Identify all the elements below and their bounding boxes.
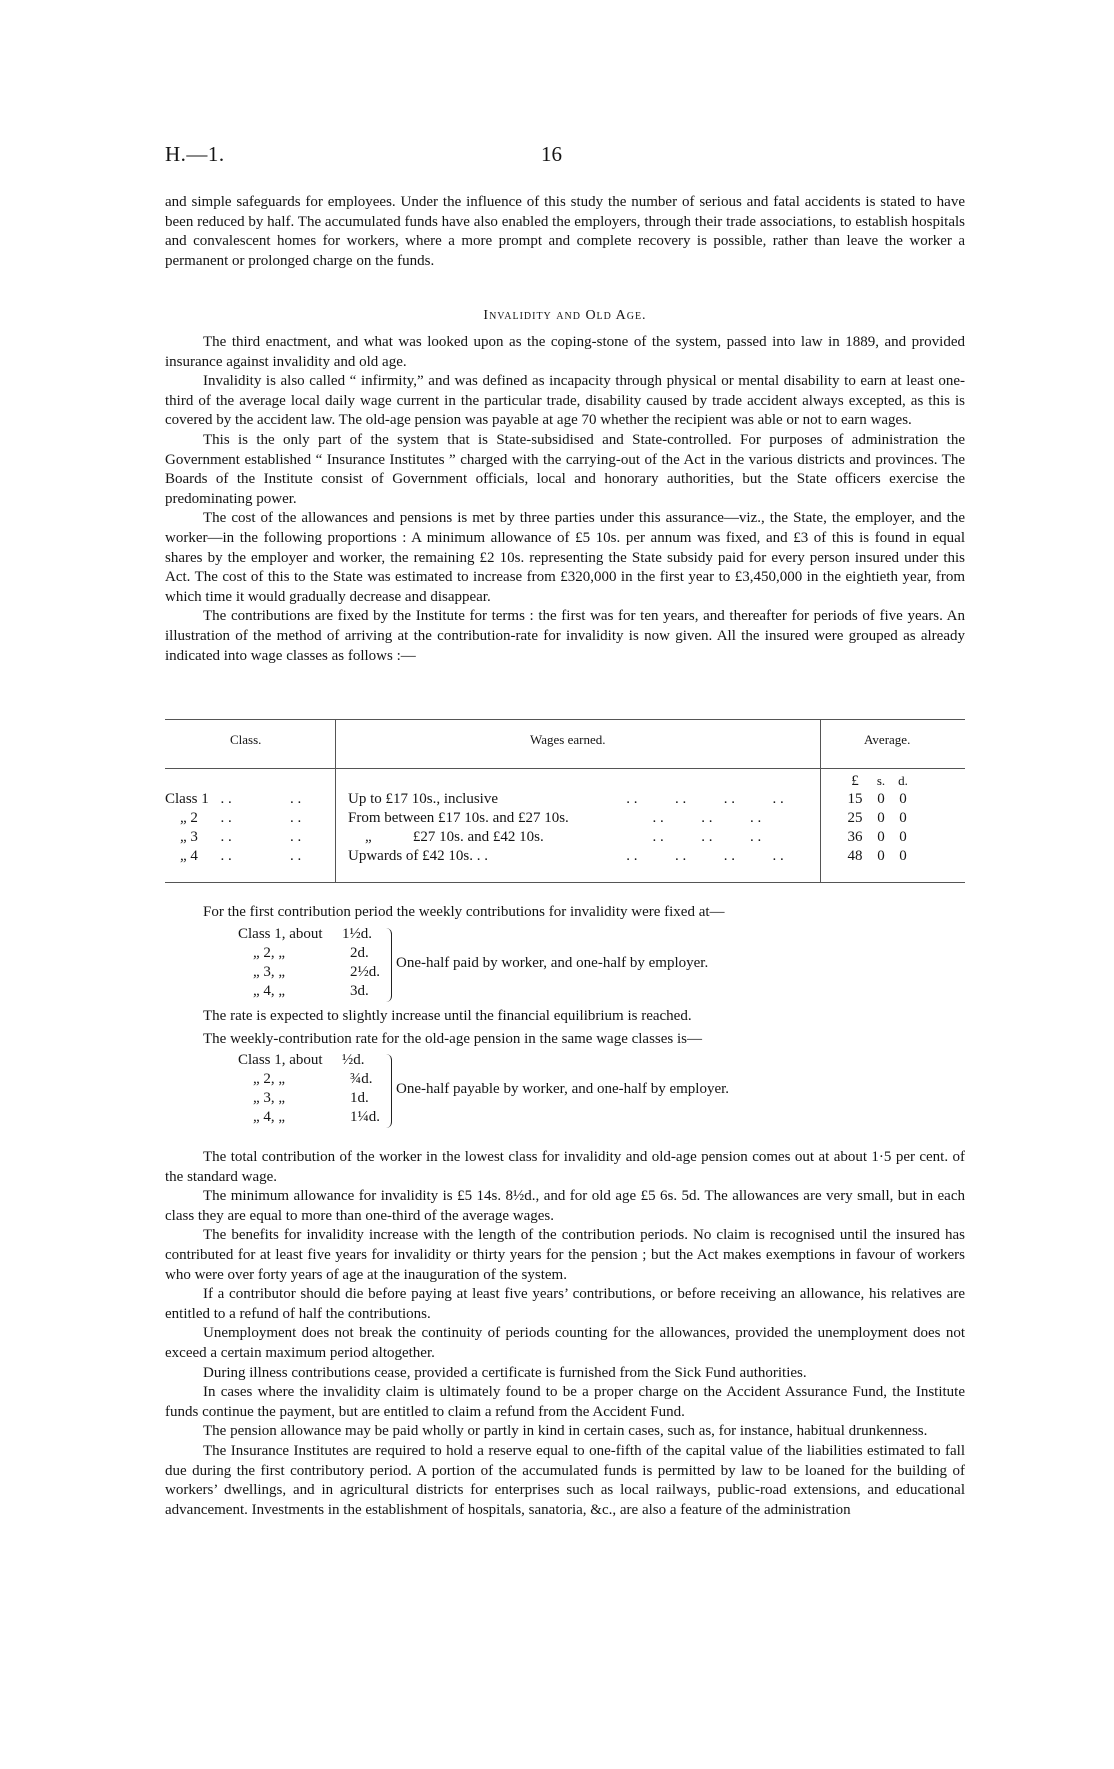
table-units-row xyxy=(165,773,965,792)
section-heading: Invalidity and Old Age. xyxy=(483,308,647,323)
paragraph: and simple safeguards for employees. Under the influence of this study the number of serious and fatal accidents is stated to have been reduced by half. The accumulated funds have also enabled the employers, through their trade associations, to establish hospitals and convalescent homes for workers, where a more prompt and complete recovery is possible, rather than leave the worker a permanent or prolonged charge on the funds. xyxy=(165,194,965,269)
table-header-class: Class. xyxy=(230,732,262,747)
leader-dots: . . xyxy=(213,829,232,845)
paragraph: This is the only part of the system that is State-subsidised and State-controlled. For purposes of administration the Government established “ Insurance Institutes ” charged with the carrying-out of the Act in the various districts and provinces. The Boards of the Institute consist of Government officials, local and honorary authorities, but the State officers exercise the predominating power. xyxy=(165,431,965,507)
row-average-shillings: 0 xyxy=(877,829,885,845)
paragraph: The minimum allowance for invalidity is £5 14s. 8½d., and for old age £5 6s. 5d. The allowances are very small, but in each class they are equal to more than one-third of the average wages. xyxy=(165,1188,965,1224)
invalidity-intro: For the first contribution period the weekly contributions for invalidity were fixed at— xyxy=(203,904,725,920)
leader-dots: . . xyxy=(213,848,232,864)
brace-bracket xyxy=(386,1054,392,1128)
rate-value: ½d. xyxy=(342,1052,365,1068)
paragraph: The third enactment, and what was looked upon as the coping-stone of the system, passed into law in 1889, and provided insurance against invalidity and old age. xyxy=(165,334,965,370)
invalidity-note: One-half paid by worker, and one-half by employer. xyxy=(396,955,709,971)
table-row xyxy=(165,848,965,867)
row-average-pounds: 48 xyxy=(847,848,863,864)
closing-body xyxy=(165,1148,965,1520)
leader-dots: . . xyxy=(290,791,302,807)
paragraph: The pension allowance may be paid wholly or partly in kind in certain cases, such as, for instance, habitual drunkenness. xyxy=(203,1423,928,1440)
rate-label: „ 4, „ xyxy=(253,1109,286,1125)
row-average-pence: 0 xyxy=(899,829,907,845)
rate-label: Class 1, about xyxy=(238,1052,323,1068)
leader-dots: . . . . . . . . xyxy=(585,791,784,807)
row-average-pounds: 36 xyxy=(847,829,863,845)
rate-label: „ 2, „ xyxy=(253,1071,286,1087)
rate-value: 2d. xyxy=(350,945,369,961)
row-class: „ 4 xyxy=(180,848,198,864)
leader-dots: . . xyxy=(290,829,302,845)
row-wages: Upwards of £42 10s. . . xyxy=(348,848,488,864)
document-reference: H.—1. xyxy=(165,142,225,166)
paragraph: The benefits for invalidity increase with the length of the contribution periods. No claim is recognised until the insured has contributed for at least five years for invalidity or thirty years for the pension ; but the Act makes exemptions in favour of workers who were over forty years of age at the inauguration of the system. xyxy=(165,1227,965,1283)
row-average-pence: 0 xyxy=(899,810,907,826)
old-age-intro: The weekly-contribution rate for the old-age pension in the same wage classes is— xyxy=(203,1031,703,1047)
row-average-pence: 0 xyxy=(899,848,907,864)
rate-value: 2½d. xyxy=(350,964,380,980)
paragraph: During illness contributions cease, provided a certificate is furnished from the Sick Fund authorities. xyxy=(203,1364,807,1381)
section-body xyxy=(165,333,965,666)
row-average-pence: 0 xyxy=(899,791,907,807)
paragraph: The Insurance Institutes are required to hold a reserve equal to one-fifth of the capital value of the liabilities estimated to fall due during the first contributory period. A portion of the accumulated funds is permitted by law to be loaned for the building of workers’ dwellings, and in agricultural districts for enterprises such as local railways, public-road extensions, and educational advancement. Investments in the establishment of hospitals, sanatoria, &c., are also a feature of the administration xyxy=(165,1442,965,1518)
row-average-shillings: 0 xyxy=(877,810,885,826)
row-wages: Up to £17 10s., inclusive xyxy=(348,791,498,807)
table-row xyxy=(165,810,965,829)
leader-dots: . . xyxy=(290,848,302,864)
row-class: Class 1 xyxy=(165,791,209,807)
rate-label: „ 4, „ xyxy=(253,983,286,999)
unit-shillings: s. xyxy=(876,773,886,788)
unit-pence: d. xyxy=(898,773,908,788)
leader-dots: . . . . . . . . xyxy=(585,848,784,864)
invalidity-after: The rate is expected to slightly increase until the financial equilibrium is reached. xyxy=(203,1008,692,1024)
row-class: „ 3 xyxy=(180,829,198,845)
leader-dots: . . . . . . xyxy=(585,829,762,845)
paragraph: The cost of the allowances and pensions is met by three parties under this assurance—viz., the State, the employer, and the worker—in the following proportions : A minimum allowance of £5 10s. per annum was fixed, and £3 of this is found in equal shares by the employer and worker, the remaining £2 10s. representing the State subsidy paid for every person insured under this Act. The cost of this to the State was estimated to increase from £320,000 in the first year to £3,450,000 in the eightieth year, from which time it would gradually decrease and disappear. xyxy=(165,510,965,605)
old-age-note: One-half payable by worker, and one-half by employer. xyxy=(396,1081,730,1097)
rate-label: Class 1, about xyxy=(238,926,323,942)
rate-value: 1¼d. xyxy=(350,1109,380,1125)
rate-value: 1d. xyxy=(350,1090,369,1106)
rate-value: 1½d. xyxy=(342,926,372,942)
table-rule-header xyxy=(165,768,965,769)
table-header-average: Average. xyxy=(864,732,911,747)
paragraph: If a contributor should die before paying at least five years’ contributions, or before receiving an allowance, his relatives are entitled to a refund of half the contributions. xyxy=(165,1286,965,1322)
table-row xyxy=(165,791,965,810)
leader-dots: . . . . . . xyxy=(585,810,762,826)
row-average-shillings: 0 xyxy=(877,848,885,864)
rate-value: 3d. xyxy=(350,983,369,999)
paragraph: In cases where the invalidity claim is ultimately found to be a proper charge on the Accident Assurance Fund, the Institute funds continue the payment, but are entitled to claim a refund from the Accident Fund. xyxy=(165,1384,965,1420)
leader-dots: . . xyxy=(213,791,232,807)
table-row xyxy=(165,829,965,848)
row-average-pounds: 15 xyxy=(847,791,863,807)
table-rule-top xyxy=(165,719,965,720)
rate-value: ¾d. xyxy=(350,1071,373,1087)
paragraph: The total contribution of the worker in the lowest class for invalidity and old-age pension comes out at about 1·5 per cent. of the standard wage. xyxy=(165,1149,965,1185)
row-wages: „ £27 10s. and £42 10s. xyxy=(365,829,544,845)
paragraph: The contributions are fixed by the Institute for terms : the first was for ten years, and thereafter for periods of five years. An illustration of the method of arriving at the contribution-rate for invalidity is now given. All the insured were grouped as already indicated into wage classes as follows :— xyxy=(165,608,965,664)
table-header-wages: Wages earned. xyxy=(530,732,606,747)
leader-dots: . . xyxy=(213,810,232,826)
paragraph: Invalidity is also called “ infirmity,” and was defined as incapacity through physical or mental disability to earn at least one-third of the average local daily wage current in the particular trade, disability caused by trade accident always excepted, as this is covered by the accident law. The old-age pension was payable at age 70 whether the recipient was able or not to earn wages. xyxy=(165,373,965,429)
rate-label: „ 3, „ xyxy=(253,964,286,980)
row-class: „ 2 xyxy=(180,810,198,826)
brace-bracket xyxy=(386,928,392,1002)
row-wages: From between £17 10s. and £27 10s. xyxy=(348,810,569,826)
unit-pounds: £ xyxy=(851,773,859,789)
page-number: 16 xyxy=(541,142,562,166)
table-rule-bottom xyxy=(165,882,965,883)
row-average-pounds: 25 xyxy=(847,810,863,826)
rate-label: „ 2, „ xyxy=(253,945,286,961)
intro-paragraph xyxy=(165,193,965,271)
row-average-shillings: 0 xyxy=(877,791,885,807)
paragraph: Unemployment does not break the continuity of periods counting for the allowances, provided the unemployment does not exceed a certain maximum period altogether. xyxy=(165,1325,965,1361)
rate-label: „ 3, „ xyxy=(253,1090,286,1106)
leader-dots: . . xyxy=(290,810,302,826)
